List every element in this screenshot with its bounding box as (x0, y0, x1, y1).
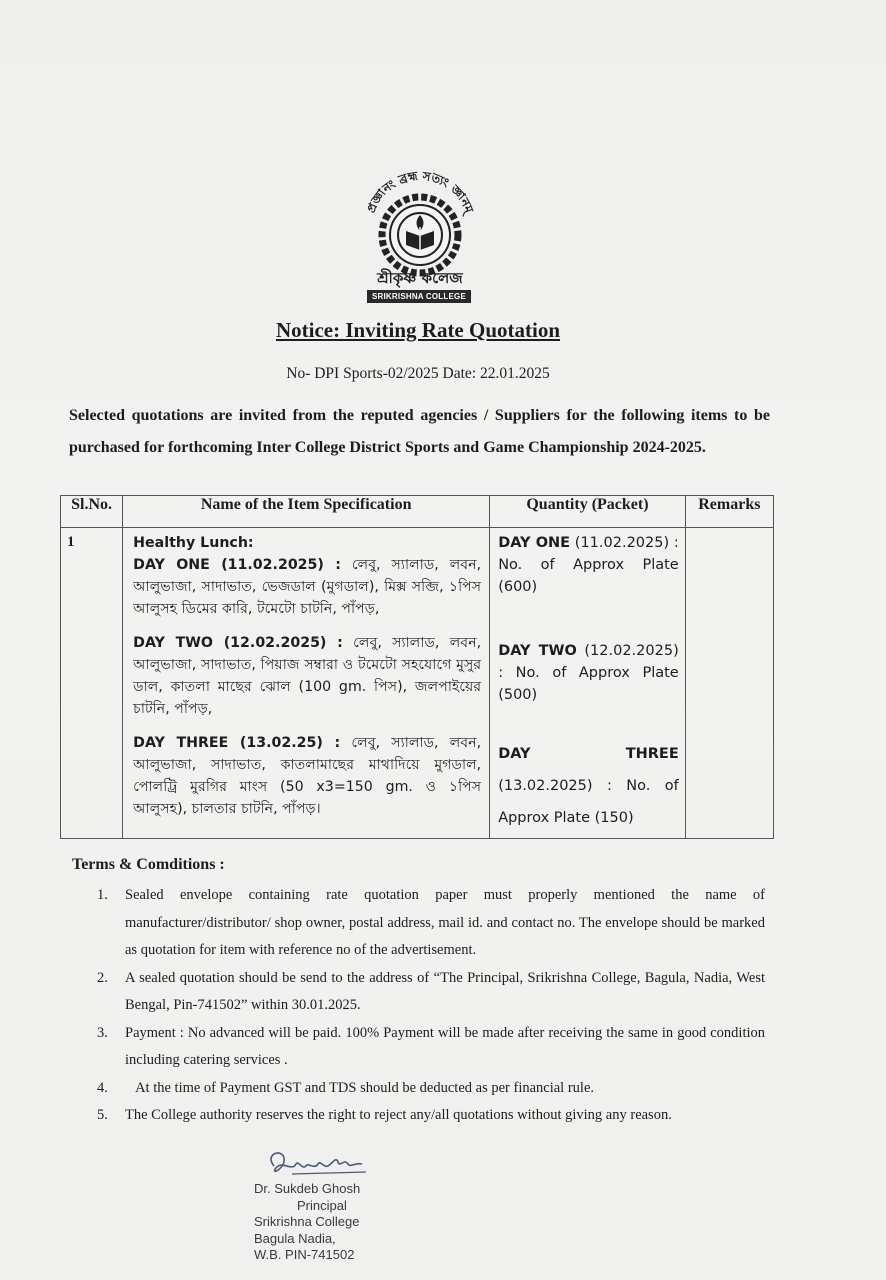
notice-title: Notice: Inviting Rate Quotation (275, 318, 561, 342)
terms-heading: Terms & Comditions : (72, 856, 225, 873)
table-row (61, 528, 774, 839)
terms-list (97, 882, 765, 1130)
logo-motto: প্রজ্ঞানং ব্রহ্ম সত্যং জ্ঞানম্ (363, 168, 477, 215)
day-two-menu: DAY TWO (12.02.2025) : লেবু, স্যালাড, লবন, আলুভাজা, সাদাভাত, পিয়াজ সম্বারা ও টমেটো সহযোগে মুসুর ডাল, কাতলা মাছের ঝোল (100 gm. পিস), জলপাইয়ের চাটনি, পাঁপড়, (133, 635, 482, 717)
header-remarks: Remarks (685, 496, 773, 528)
day-one-menu: DAY ONE (11.02.2025) : লেবু, স্যালাড, লবন, আলুভাজা, সাদাভাত, ভেজডাল (মুগডাল), মিক্স সব্জি, ১পিস আলুসহ ডিমের কারি, টমেটো চাটনি, পাঁপড়, (133, 557, 482, 617)
day-two-quantity: DAY TWO (12.02.2025) : No. of Approx Plate (500) (498, 643, 679, 703)
items-table (60, 495, 774, 839)
row-item-spec (123, 528, 490, 839)
day-one-quantity: DAY ONE (11.02.2025) : No. of Approx Plate (600) (498, 535, 679, 595)
logo-bengali-name: শ্রীকৃষ্ণ কলেজ (377, 269, 463, 287)
table-header-row (61, 496, 774, 528)
list-item: 3. Payment : No advanced will be paid. 100% Payment will be made after receiving the same in good condition including catering services . (97, 1024, 765, 1068)
signatory-name: Dr. Sukdeb Ghosh (254, 1181, 361, 1196)
header-quantity: Quantity (Packet) (490, 496, 686, 528)
header-item-spec: Name of the Item Specification (123, 496, 490, 528)
row-slno: 1 (61, 528, 123, 839)
signatory-college: Srikrishna College (254, 1214, 360, 1229)
list-item: 4. At the time of Payment GST and TDS should be deducted as per financial rule. (97, 1079, 595, 1096)
day-three-menu: DAY THREE (13.02.25) : লেবু, স্যালাড, লবন, আলুভাজা, সাদাভাত, কাতলামাছের মাথাদিয়ে মুগডাল, পোলট্রি মুরগির মাংস (50 x3=150 gm. ও ১পিস আলুসহ), চালতার চাটনি, পাঁপড়। (133, 735, 482, 817)
list-item: 5. The College authority reserves the right to reject any/all quotations without giving any reason. (97, 1107, 672, 1123)
header-slno: Sl.No. (61, 496, 123, 528)
signature-block (254, 1181, 360, 1264)
day-three-quantity: DAY THREE (13.02.2025) : No. of Approx Plate (150) (498, 746, 679, 826)
item-heading: Healthy Lunch: (133, 535, 254, 551)
notice-reference: No- DPI Sports-02/2025 Date: 22.01.2025 (286, 365, 550, 382)
logo-label: SRIKRISHNA COLLEGE (367, 290, 471, 303)
list-item: 1. Sealed envelope containing rate quotation paper must properly mentioned the name of manufacturer/distributor/ shop owner, postal address, mail id. and contact no. The envelope should be marked as quotation for item with reference no of the advertisement. (97, 887, 765, 958)
handwritten-signature (262, 1146, 372, 1184)
notice-intro: Selected quotations are invited from the reputed agencies / Suppliers for the following items to be purchased for forthcoming Inter College District Sports and Game Championship 2024-2025. (69, 407, 770, 456)
college-logo (355, 165, 485, 310)
list-item: 2. A sealed quotation should be send to the address of “The Principal, Srikrishna College, Bagula, Nadia, West Bengal, Pin-741502” within 30.01.2025. (97, 969, 765, 1013)
signatory-designation: Principal (297, 1197, 347, 1213)
signatory-pin: W.B. PIN-741502 (254, 1247, 355, 1262)
row-quantity (490, 528, 686, 839)
row-remarks (685, 528, 773, 839)
signatory-place: Bagula Nadia, (254, 1230, 336, 1246)
